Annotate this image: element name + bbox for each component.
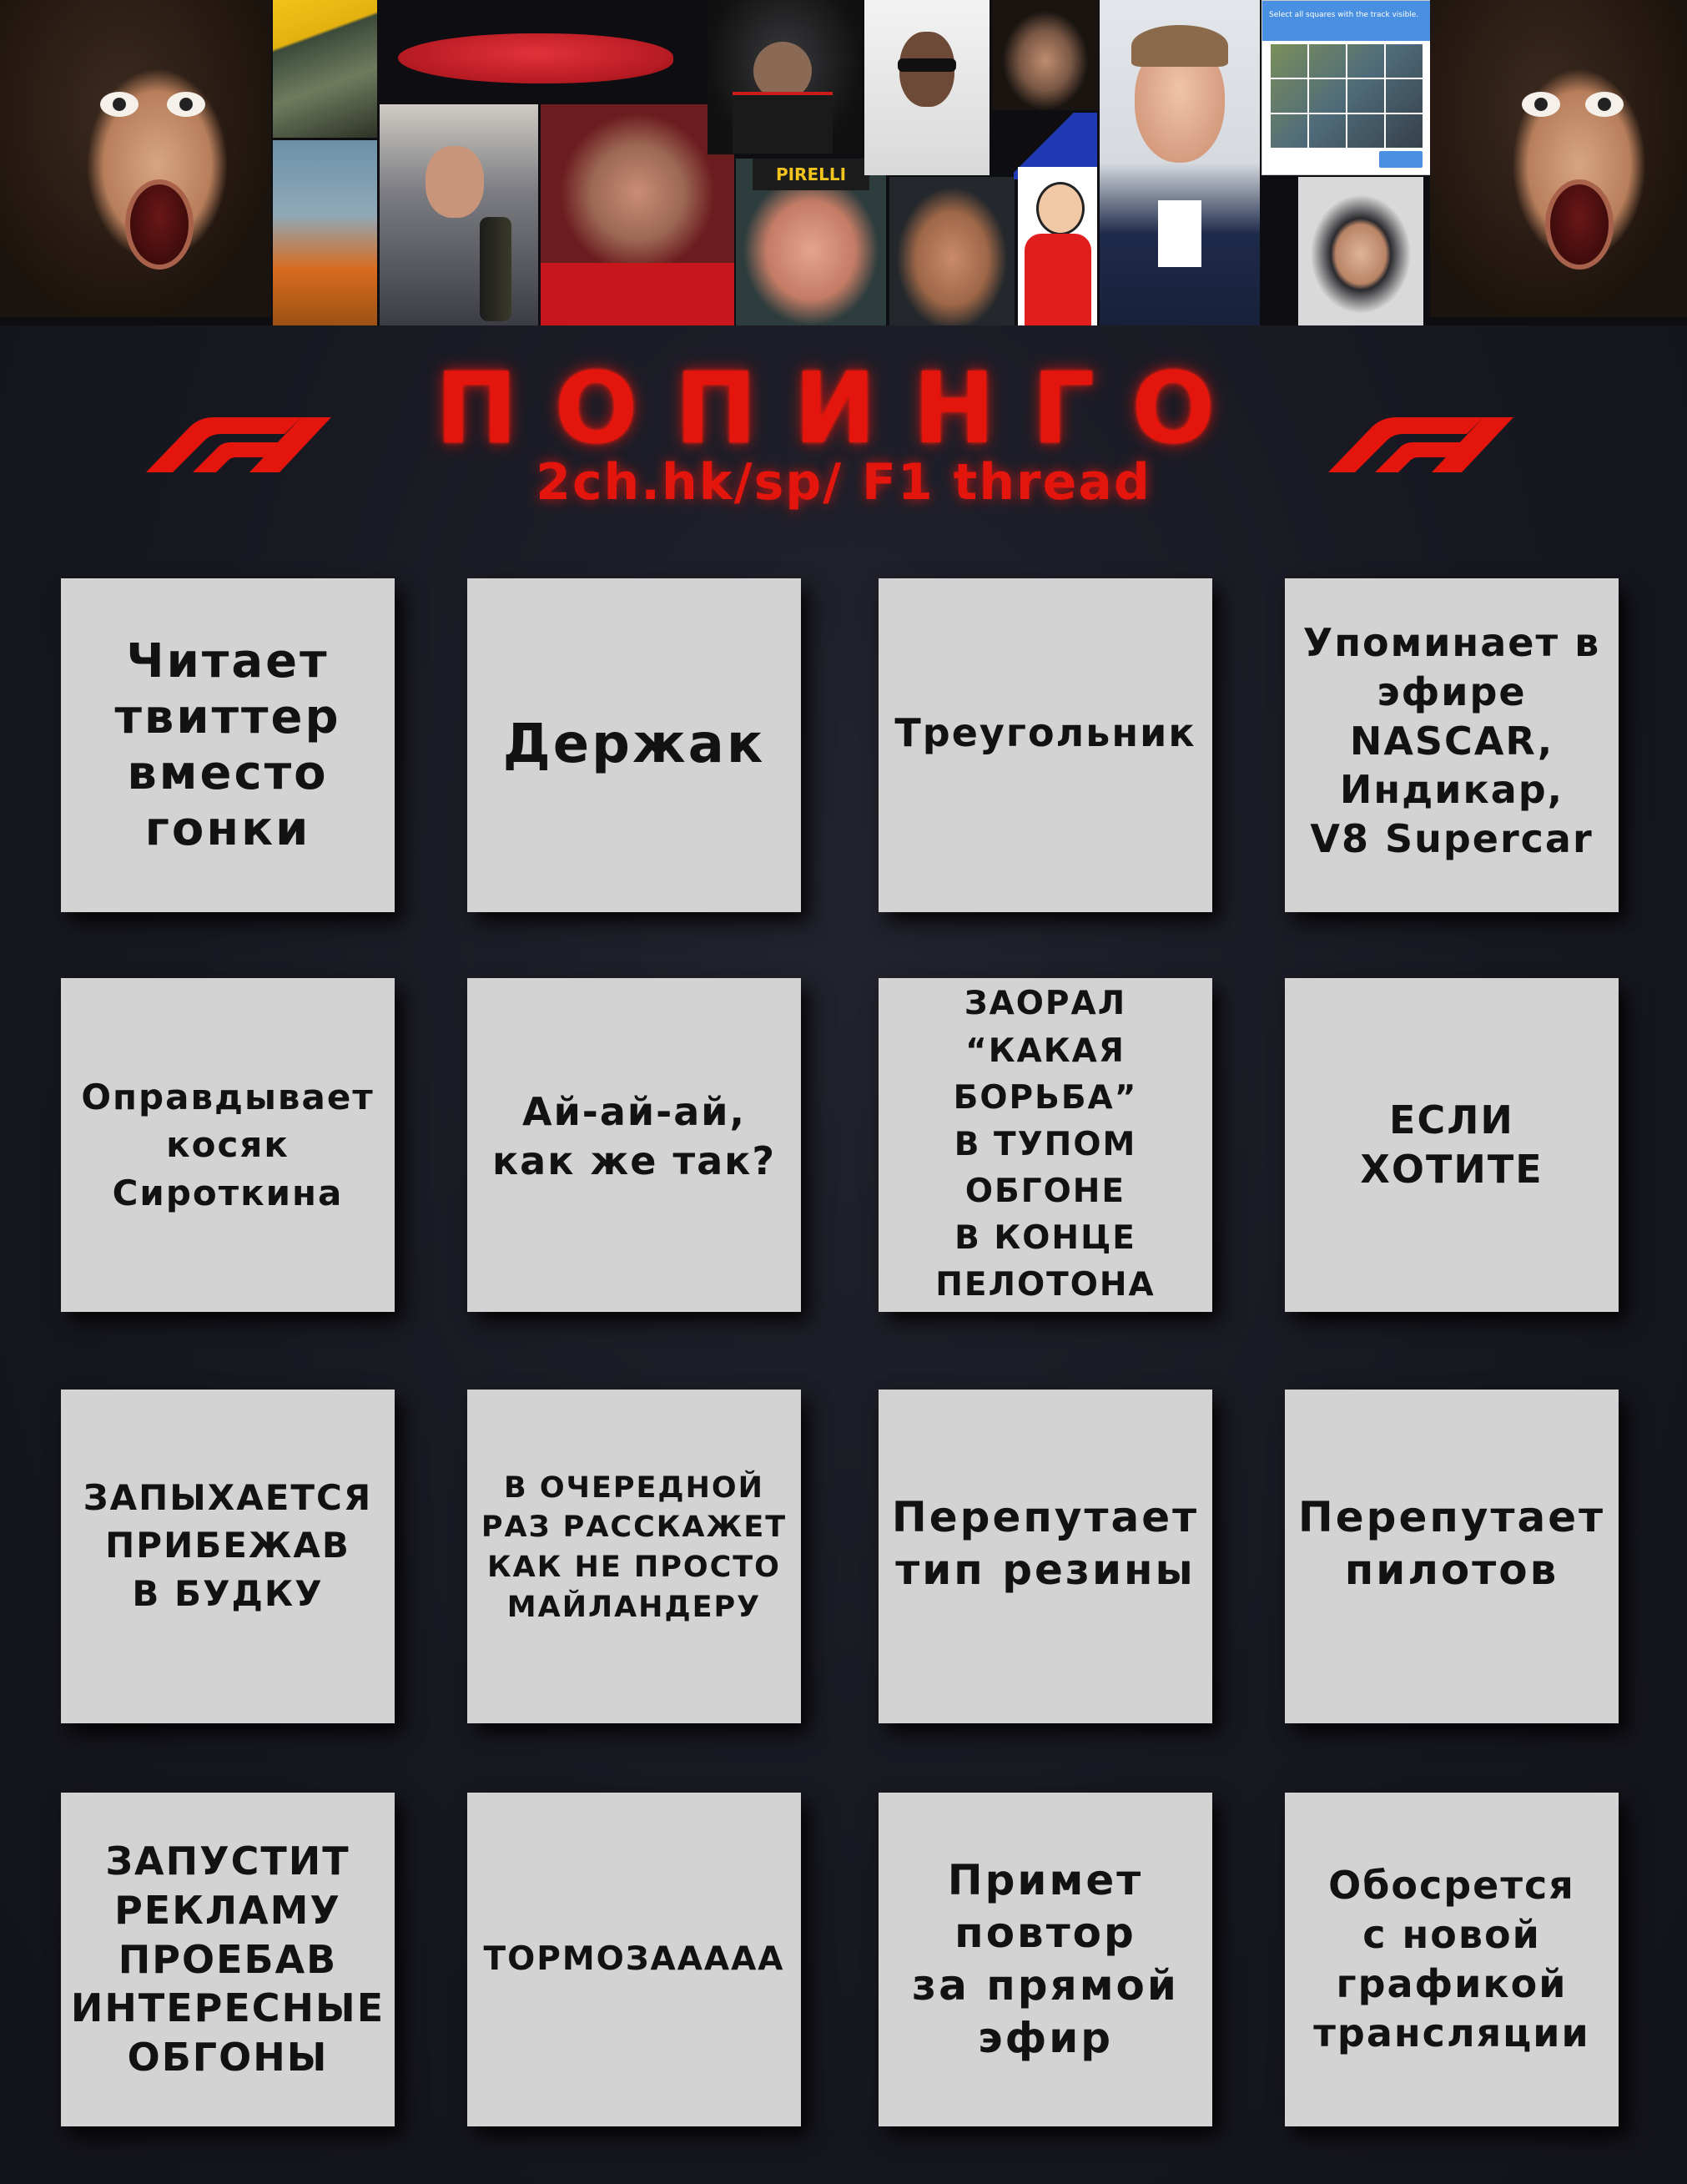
bingo-cell[interactable] [1285,1793,1619,2126]
bingo-cell-label: ЗАПУСТИТ РЕКЛАМУ ПРОЕБАВ ИНТЕРЕСНЫЕ ОБГОНЫ [70,1838,385,2081]
collage-tile-driver-in-car [708,0,862,154]
captcha-caption: Select all squares with the track visible. [1269,11,1419,19]
collage-tile-captcha [1261,0,1432,175]
collage-tile-flip-flop [380,0,705,102]
bingo-cell[interactable] [879,1793,1212,2126]
bingo-cell[interactable] [467,1390,801,1723]
collage-tile-cartoon [1018,167,1097,325]
collage-tile-grimace: PIRELLI [736,159,886,325]
bingo-cell[interactable] [61,1793,395,2126]
bingo-cell-label: ТОРМОЗААААА [483,1939,785,1978]
bingo-cell[interactable] [879,978,1212,1312]
bingo-cell-label: Оправдывает косяк Сироткина [81,1077,375,1213]
bingo-cell-label: Ай-ай-ай, как же так? [491,1089,777,1183]
bingo-cell-label: В ОЧЕРЕДНОЙ РАЗ РАССКАЖЕТ КАК НЕ ПРОСТО МАЙЛАНДЕРУ [481,1470,788,1624]
bingo-cell[interactable] [1285,978,1619,1312]
bingo-cell-label: Держак [502,714,766,776]
bingo-cell[interactable] [61,978,395,1312]
page-title: ПОПИНГО [435,351,1252,466]
bingo-cell[interactable] [61,1390,395,1723]
bingo-cell[interactable] [1285,1390,1619,1723]
bingo-cell-label: ЗАОРАЛ “КАКАЯ БОРЬБА” В ТУПОМ ОБГОНЕ В КОНЦЕ ПЕЛОТОНА [935,985,1156,1304]
bingo-cell-label: ЗАПЫХАЕТСЯ ПРИБЕЖАВ В БУДКУ [83,1477,373,1614]
bingo-cell-label: Примет повтор за прямой эфир [912,1856,1179,2062]
collage-tile-smiling-driver [889,177,1015,325]
collage-tile-red-driver [541,104,734,325]
bingo-cell-label: ЕСЛИ ХОТИТЕ [1360,1097,1543,1192]
bingo-cell-label: Перепутает пилотов [1297,1493,1606,1594]
bingo-cell[interactable] [879,1390,1212,1723]
bingo-cell-label: Читает твиттер вместо гонки [114,633,341,857]
photo-collage [0,0,1687,325]
page-subtitle: 2ch.hk/sp/ F1 thread [536,453,1151,512]
bingo-cell[interactable] [1285,578,1619,912]
collage-tile-bearded [992,0,1099,110]
bingo-cell-label: Обосрется с новой графикой трансляции [1313,1863,1590,2055]
collage-tile-right-face [1430,0,1687,317]
bingo-cell[interactable] [467,978,801,1312]
bingo-cell[interactable] [879,578,1212,912]
collage-tile-young-driver [1100,0,1260,325]
collage-tile-left-face [0,0,271,317]
bingo-cell-label: Упоминает в эфире NASCAR, Индикар, V8 Supercar [1302,619,1601,862]
bingo-cell[interactable] [61,578,395,912]
collage-tile-walking-driver [273,140,377,325]
bingo-cell[interactable] [467,578,801,912]
collage-tile-keffiyeh [864,0,990,175]
collage-tile-champagne [380,104,538,325]
bingo-cell-label: Перепутает тип резины [891,1493,1200,1594]
bingo-cell-label: Треугольник [894,709,1196,755]
collage-tile-crash [273,0,377,138]
bingo-cell[interactable] [467,1793,801,2126]
collage-tile-helmet [1298,177,1423,325]
